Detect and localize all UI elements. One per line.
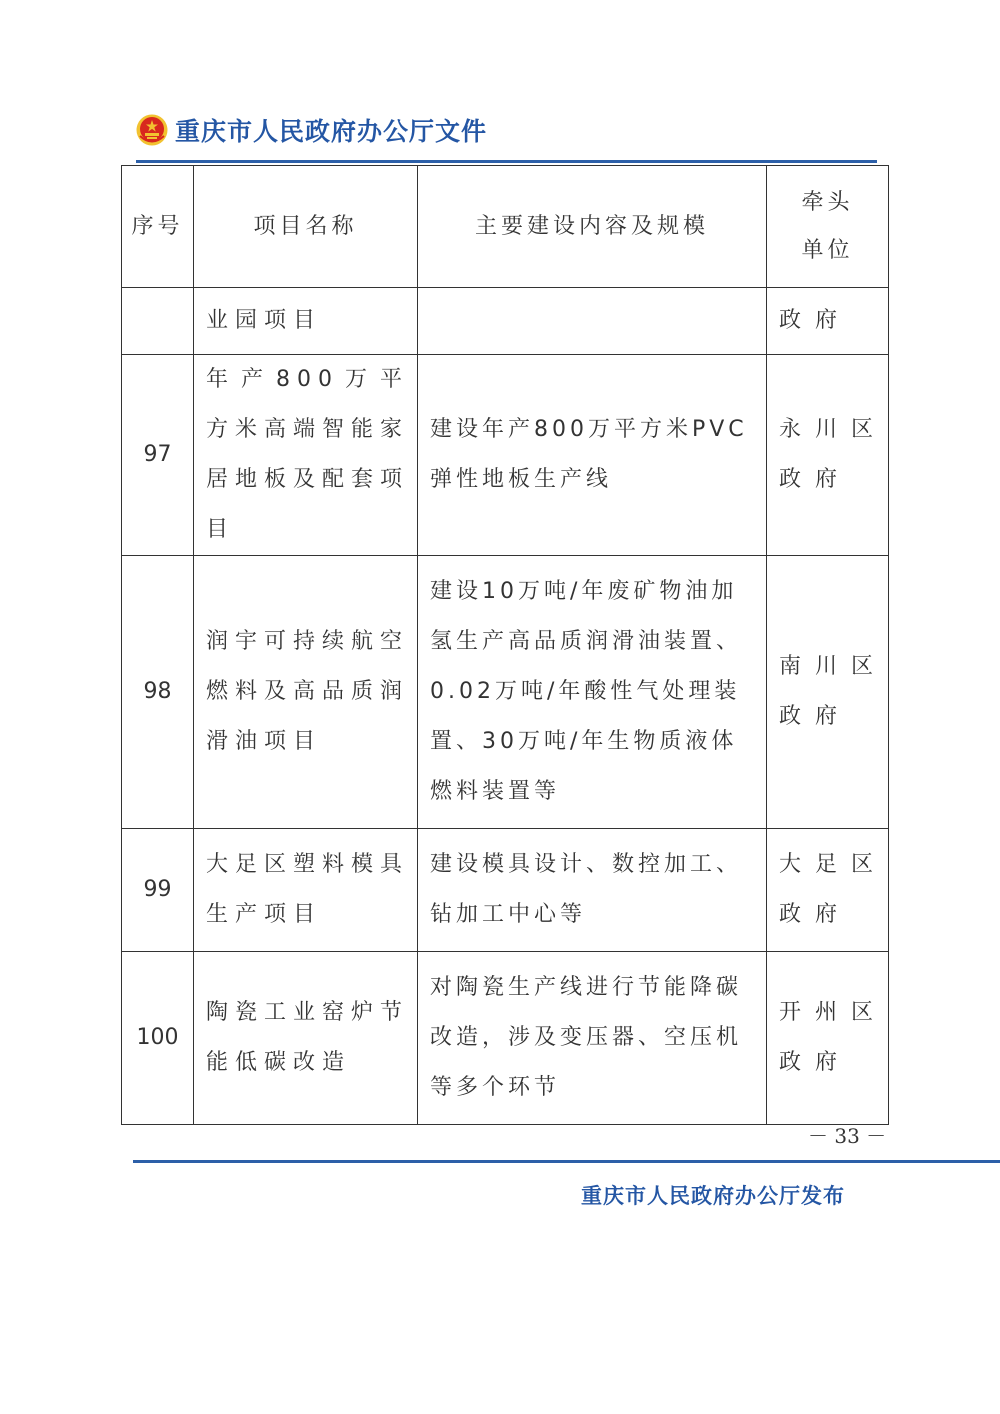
row-name: 业园项目 <box>194 288 418 355</box>
row-lead: 永川区政府 <box>767 355 889 556</box>
page-number: － 33 － <box>808 1124 887 1148</box>
row-lead: 开州区政府 <box>767 952 889 1125</box>
table-row <box>122 288 889 355</box>
row-lead: 大足区政府 <box>767 829 889 952</box>
header-divider <box>136 160 877 163</box>
footer-publisher: 重庆市人民政府办公厅发布 <box>581 1183 845 1208</box>
header-no: 序号 <box>122 166 194 288</box>
row-no: 97 <box>122 355 194 556</box>
row-no: 98 <box>122 556 194 829</box>
footer-divider <box>133 1160 1000 1163</box>
row-lead: 南川区政府 <box>767 556 889 829</box>
row-name: 润宇可持续航空燃料及高品质润滑油项目 <box>194 556 418 829</box>
row-content: 建设模具设计、数控加工、钻加工中心等 <box>418 829 767 952</box>
header-title: 重庆市人民政府办公厅文件 <box>175 117 488 146</box>
header-lead: 牵头单位 <box>767 166 889 288</box>
row-no: 100 <box>122 952 194 1125</box>
document-header <box>135 112 487 148</box>
table-row <box>122 556 889 829</box>
row-no: 99 <box>122 829 194 952</box>
header-name: 项目名称 <box>194 166 418 288</box>
table-header-row <box>122 166 889 288</box>
row-content: 对陶瓷生产线进行节能降碳改造，涉及变压器、空压机等多个环节 <box>418 952 767 1125</box>
row-name: 陶瓷工业窑炉节能低碳改造 <box>194 952 418 1125</box>
table-row <box>122 355 889 556</box>
row-content: 建设10万吨/年废矿物油加氢生产高品质润滑油装置、0.02万吨/年酸性气处理装置、30万吨/年生物质液体燃料装置等 <box>418 556 767 829</box>
project-table <box>121 165 889 1125</box>
row-lead: 政府 <box>767 288 889 355</box>
row-content <box>418 288 767 355</box>
header-content: 主要建设内容及规模 <box>418 166 767 288</box>
table-row <box>122 952 889 1125</box>
row-name: 年产800万平方米高端智能家居地板及配套项目 <box>194 355 418 556</box>
row-name: 大足区塑料模具生产项目 <box>194 829 418 952</box>
table-row <box>122 829 889 952</box>
row-content: 建设年产800万平方米PVC弹性地板生产线 <box>418 355 767 556</box>
national-emblem-icon <box>135 113 169 147</box>
row-no <box>122 288 194 355</box>
